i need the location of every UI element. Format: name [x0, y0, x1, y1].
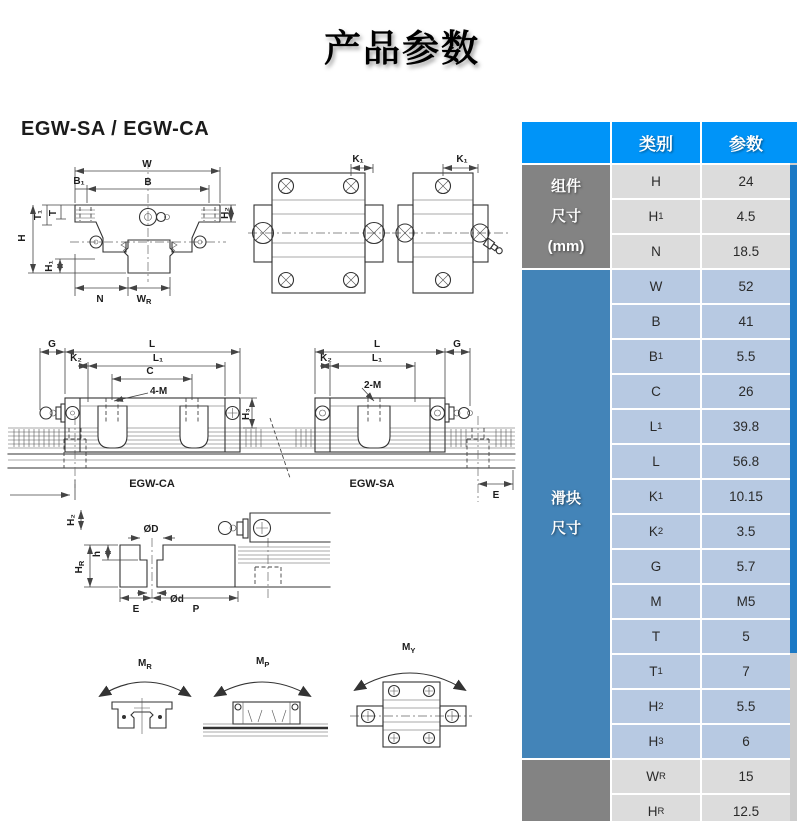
rail-side-view — [8, 416, 515, 502]
dim-label-h-depth: h — [92, 550, 103, 558]
moment-label-mp: $M_P$ — [256, 656, 270, 669]
dim-label-h1: H₁ — [44, 260, 55, 272]
param-value-cell: 18.5 — [702, 235, 790, 268]
side-view-sa — [315, 339, 473, 490]
param-value-cell: 26 — [702, 375, 790, 408]
param-value-cell: 10.15 — [702, 480, 790, 513]
group-rail-dimensions — [522, 760, 610, 821]
param-value-cell: 5 — [702, 620, 790, 653]
param-value-cell: 56.8 — [702, 445, 790, 478]
param-value-cell: 12.5 — [702, 795, 790, 821]
rail-section-view — [66, 510, 330, 615]
page-title: 产品参数 — [324, 28, 480, 69]
dim-label-e-section: E — [132, 604, 140, 615]
dim-label-n: N — [96, 294, 104, 305]
param-value-cell: 3.5 — [702, 515, 790, 548]
dim-label-t1: T₁ — [33, 209, 44, 221]
scrollbar-header-patch — [790, 122, 797, 163]
dim-label-l1-sa: L₁ — [371, 353, 383, 364]
moment-mr — [100, 658, 190, 734]
param-name-cell: W R — [612, 760, 700, 793]
param-name-cell: K 2 — [612, 515, 700, 548]
moment-mp — [203, 656, 328, 736]
param-name-cell: T — [612, 620, 700, 653]
dim-label-k1-ca: K₁ — [352, 154, 364, 165]
dim-label-k2-sa: K₂ — [320, 353, 332, 364]
dim-label-h: H — [17, 234, 28, 242]
dim-label-e-rail: E — [492, 490, 500, 501]
param-name-cell: C — [612, 375, 700, 408]
grease-nipple-icon — [40, 404, 65, 422]
param-value-cell: 41 — [702, 305, 790, 338]
grease-nipple-icon — [483, 238, 504, 256]
moment-label-my: $M_Y$ — [402, 642, 416, 655]
dim-label-h2: H₂ — [220, 207, 231, 219]
dim-label-b1: B₁ — [73, 176, 85, 187]
param-name-cell: L 1 — [612, 410, 700, 443]
dim-label-wr: $W_R$ — [136, 294, 152, 306]
technical-drawing — [0, 110, 520, 821]
dim-label-od2: Ød — [170, 594, 184, 605]
dim-label-g-sa: G — [453, 339, 461, 350]
param-value-cell: 52 — [702, 270, 790, 303]
dim-label-l1-ca: L₁ — [152, 353, 164, 364]
param-value-cell: 5.5 — [702, 690, 790, 723]
param-name-cell: G — [612, 550, 700, 583]
header-category: 类别 — [612, 122, 700, 163]
param-name-cell: K 1 — [612, 480, 700, 513]
param-name-cell: T 1 — [612, 655, 700, 688]
parameter-table — [522, 122, 790, 821]
param-name-cell: H R — [612, 795, 700, 821]
dim-label-k2-ca: K₂ — [70, 353, 82, 364]
dim-label-g-ca: G — [48, 339, 56, 350]
scrollbar-thumb[interactable] — [790, 165, 797, 653]
dim-label-l-sa: L — [373, 339, 381, 350]
param-value-cell: 7 — [702, 655, 790, 688]
dim-label-p: P — [192, 604, 200, 615]
dim-label-c: C — [146, 366, 154, 377]
param-value-cell: 15 — [702, 760, 790, 793]
param-name-cell: H — [612, 165, 700, 198]
dim-label-h3: H₃ — [241, 408, 252, 420]
dim-label-k1-sa: K₁ — [456, 154, 468, 165]
header-empty — [522, 122, 610, 163]
scrollbar-track[interactable] — [790, 163, 797, 821]
param-name-cell: W — [612, 270, 700, 303]
dim-label-od: ØD — [143, 524, 159, 535]
grease-nipple-icon — [219, 519, 249, 538]
param-value-cell: 5.7 — [702, 550, 790, 583]
grease-nipple-icon — [445, 404, 473, 422]
moment-my — [350, 642, 472, 747]
param-name-cell: H 2 — [612, 690, 700, 723]
group-assembly-dimensions: 组件 尺寸 (mm) — [522, 165, 610, 268]
param-name-cell: L — [612, 445, 700, 478]
param-name-cell: H 1 — [612, 200, 700, 233]
side-view-ca — [40, 339, 257, 490]
group-block-dimensions: 滑块 尺寸 — [522, 270, 610, 758]
param-value-cell: 4.5 — [702, 200, 790, 233]
dim-label-b: B — [144, 177, 152, 188]
model-heading: EGW-SA / EGW-CA — [21, 118, 210, 140]
top-view-ca — [248, 154, 390, 293]
param-name-cell: M — [612, 585, 700, 618]
caption-egw-ca: EGW-CA — [129, 478, 175, 490]
dim-label-4m: 4-M — [150, 386, 168, 397]
param-value-cell: M5 — [702, 585, 790, 618]
dim-label-w: W — [142, 159, 152, 170]
param-name-cell: B — [612, 305, 700, 338]
param-name-cell: H 3 — [612, 725, 700, 758]
param-value-cell: 39.8 — [702, 410, 790, 443]
front-view — [17, 159, 236, 306]
top-view-sa — [392, 154, 508, 293]
param-value-cell: 24 — [702, 165, 790, 198]
param-value-cell: 6 — [702, 725, 790, 758]
dim-label-2m: 2-M — [364, 380, 382, 391]
caption-egw-sa: EGW-SA — [349, 478, 395, 490]
dim-label-hr: $H_R$ — [74, 560, 86, 574]
dim-label-t: T — [48, 209, 59, 217]
dim-label-h2-section: H₂ — [66, 514, 77, 526]
header-parameter: 参数 — [702, 122, 790, 163]
moment-label-mr: $M_R$ — [138, 658, 152, 671]
param-value-cell: 5.5 — [702, 340, 790, 373]
param-name-cell: N — [612, 235, 700, 268]
param-name-cell: B 1 — [612, 340, 700, 373]
dim-label-l-ca: L — [148, 339, 156, 350]
